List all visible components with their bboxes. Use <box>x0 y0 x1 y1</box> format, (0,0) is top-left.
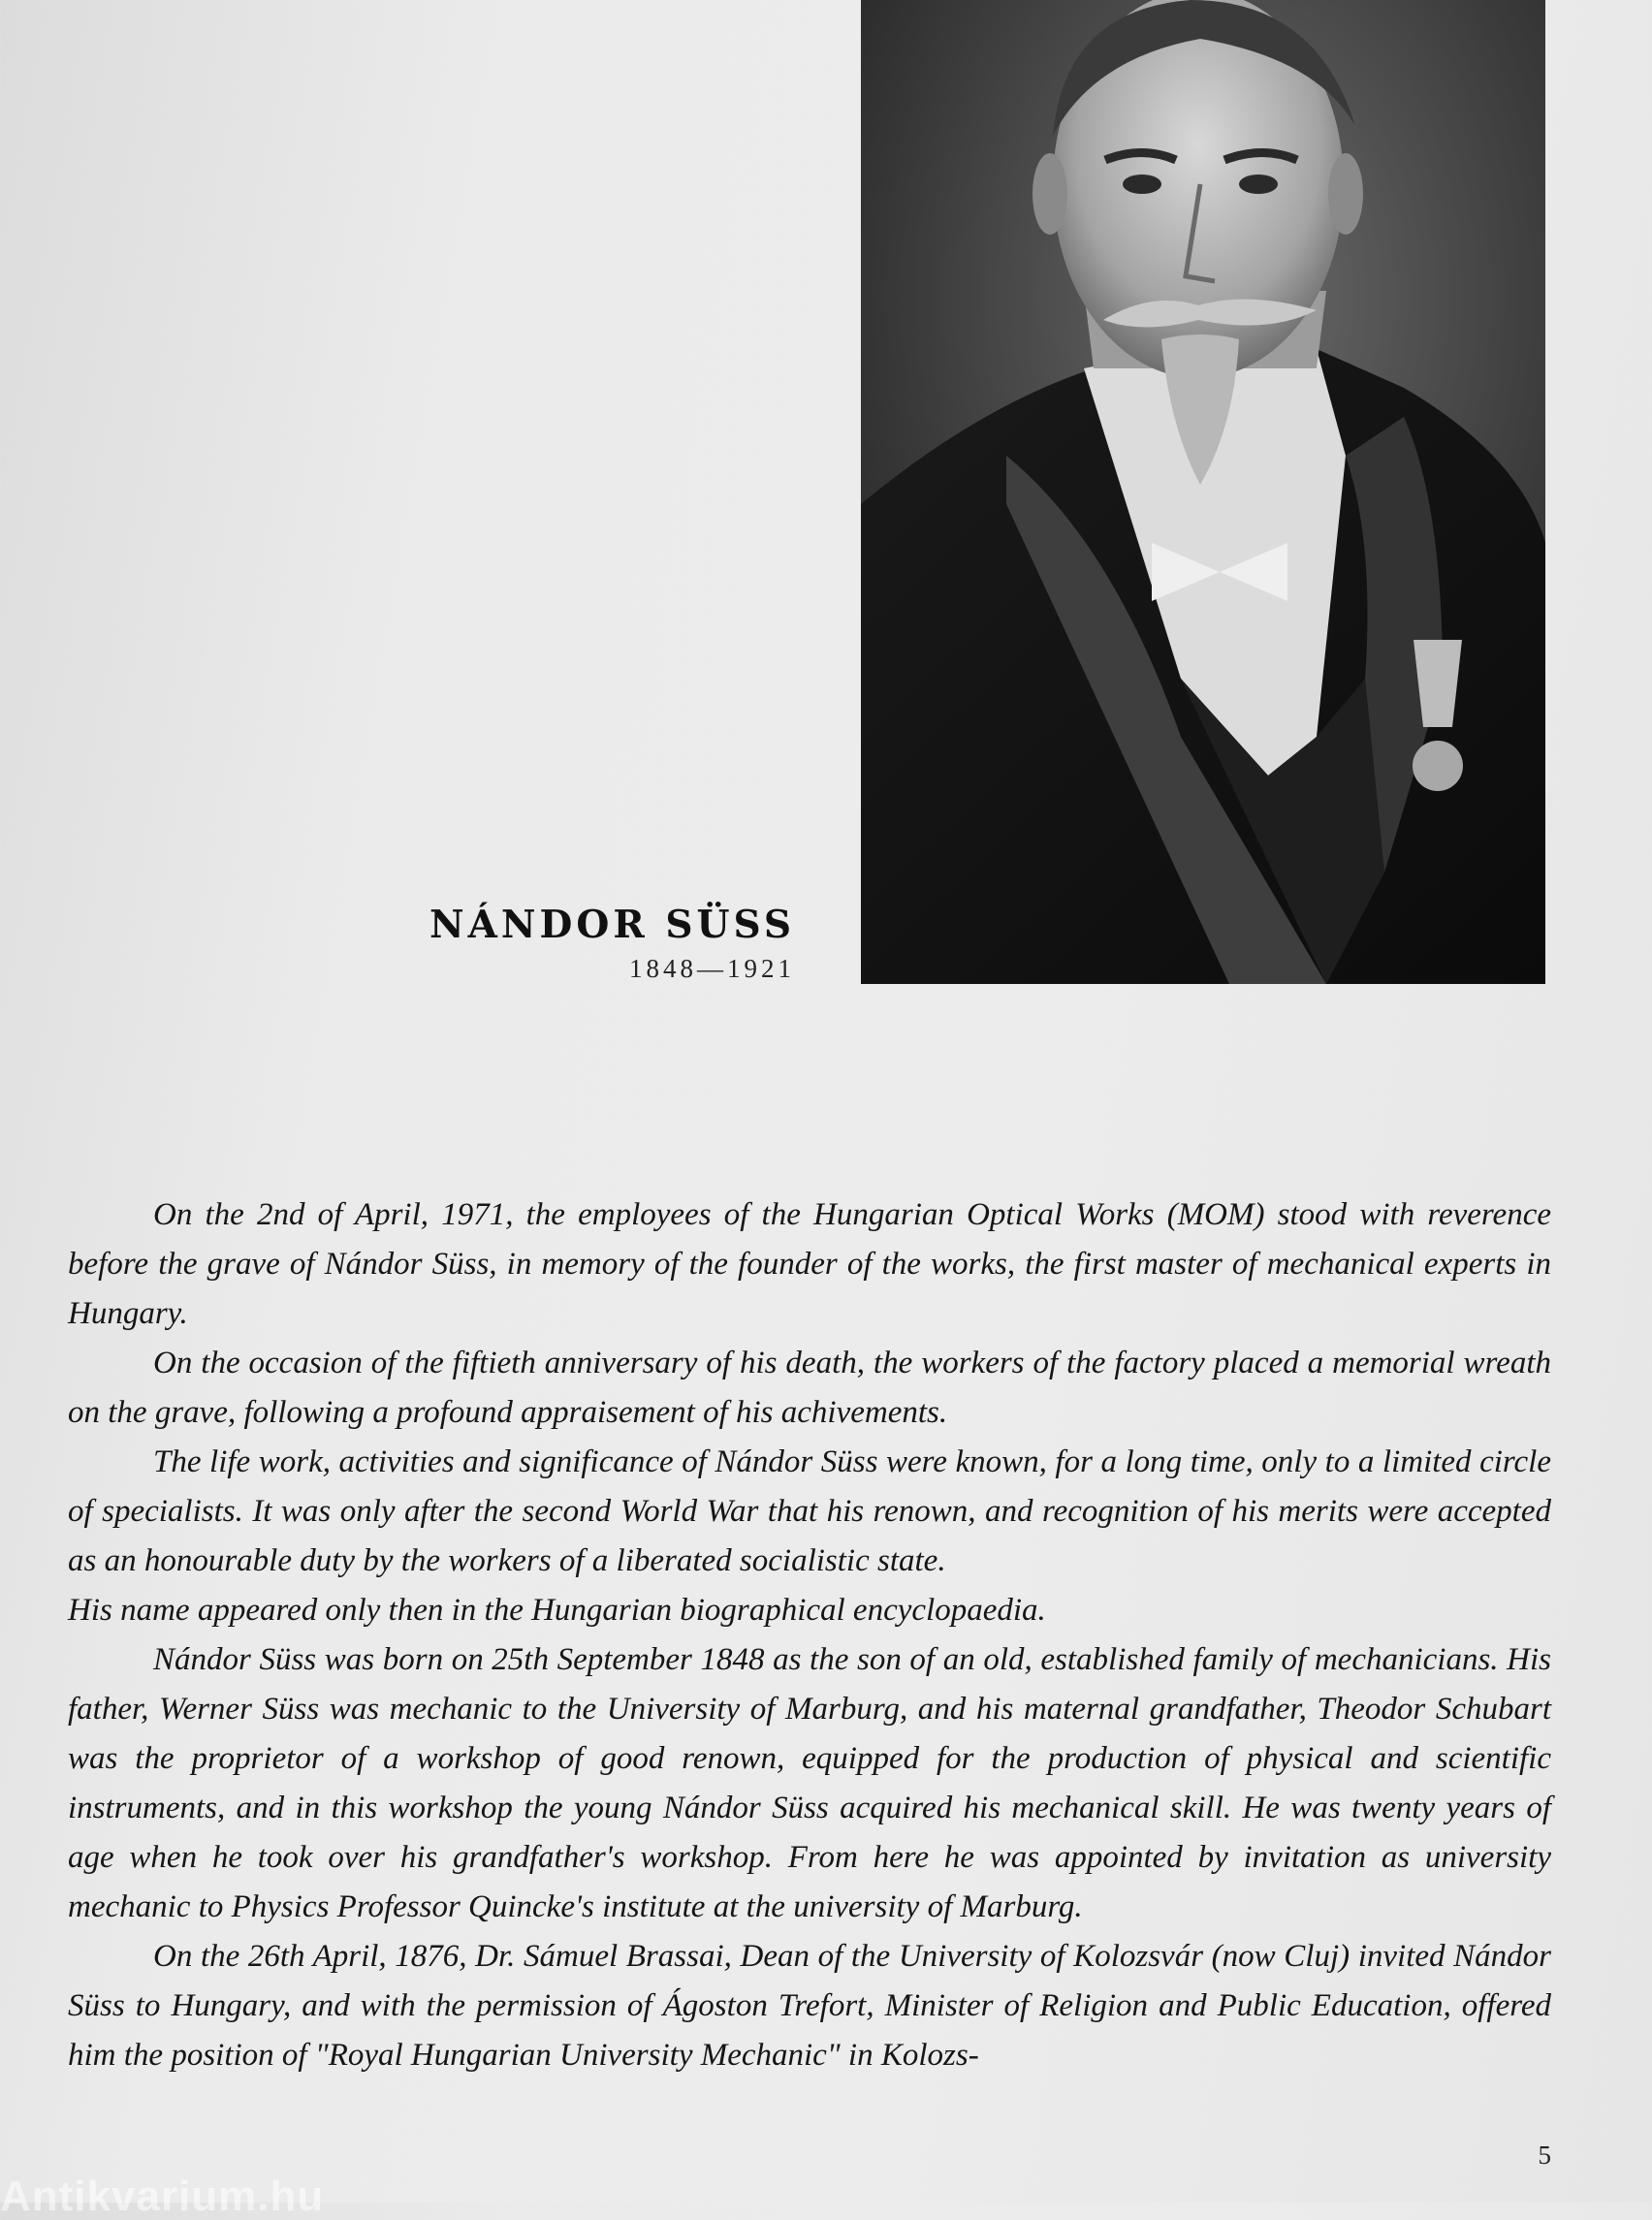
page-number: 5 <box>1538 2141 1551 2170</box>
paragraph: Nándor Süss was born on 25th September 1848 as the son of an old, established family of mechanicians. His father, Werner Süss was mechanic to the University of Marburg, and his maternal grandfather, Theodor Schubart was the proprietor of a workshop of good renown, equipped for the production of physical and scientific instruments, and in this workshop the young Nándor Süss acquired his mechanical skill. He was twenty years of age when he took over his grandfather's workshop. From here he was appointed by invitation as university mechanic to Physics Professor Quincke's institute at the university of Marburg. <box>68 1642 1551 1924</box>
portrait-photo <box>861 0 1545 984</box>
portrait-photo-drawing <box>861 0 1545 984</box>
body-text <box>68 1190 1551 2080</box>
paragraph: On the 26th April, 1876, Dr. Sámuel Brassai, Dean of the University of Kolozsvár (now Cluj) invited Nándor Süss to Hungary, and with the permission of Ágoston Trefort, Minister of Religion and Public Education, offered him the position of "Royal Hungarian University Mechanic" in Kolozs- <box>68 1939 1551 2073</box>
person-name: NÁNDOR SÜSS <box>429 903 795 947</box>
person-dates: 1848—1921 <box>629 954 795 983</box>
paragraph: His name appeared only then in the Hungarian biographical encyclopaedia. <box>68 1593 1046 1628</box>
name-block <box>291 900 795 985</box>
paragraph: The life work, activities and significance of Nándor Süss were known, for a long time, only to a limited circle of specialists. It was only after the second World War that his renown, and recognition of his merits were accepted as an honourable duty by the workers of a liberated socialistic state. <box>68 1444 1551 1578</box>
paragraph: On the 2nd of April, 1971, the employees of the Hungarian Optical Works (MOM) stood with reverence before the grave of Nándor Süss, in memory of the founder of the works, the first master of mechanical experts in Hungary. <box>68 1197 1551 1331</box>
paragraph: On the occasion of the fiftieth anniversary of his death, the workers of the factory placed a memorial wreath on the grave, following a profound appraisement of his achivements. <box>68 1346 1551 1430</box>
watermark: Antikvarium.hu <box>0 2172 325 2220</box>
